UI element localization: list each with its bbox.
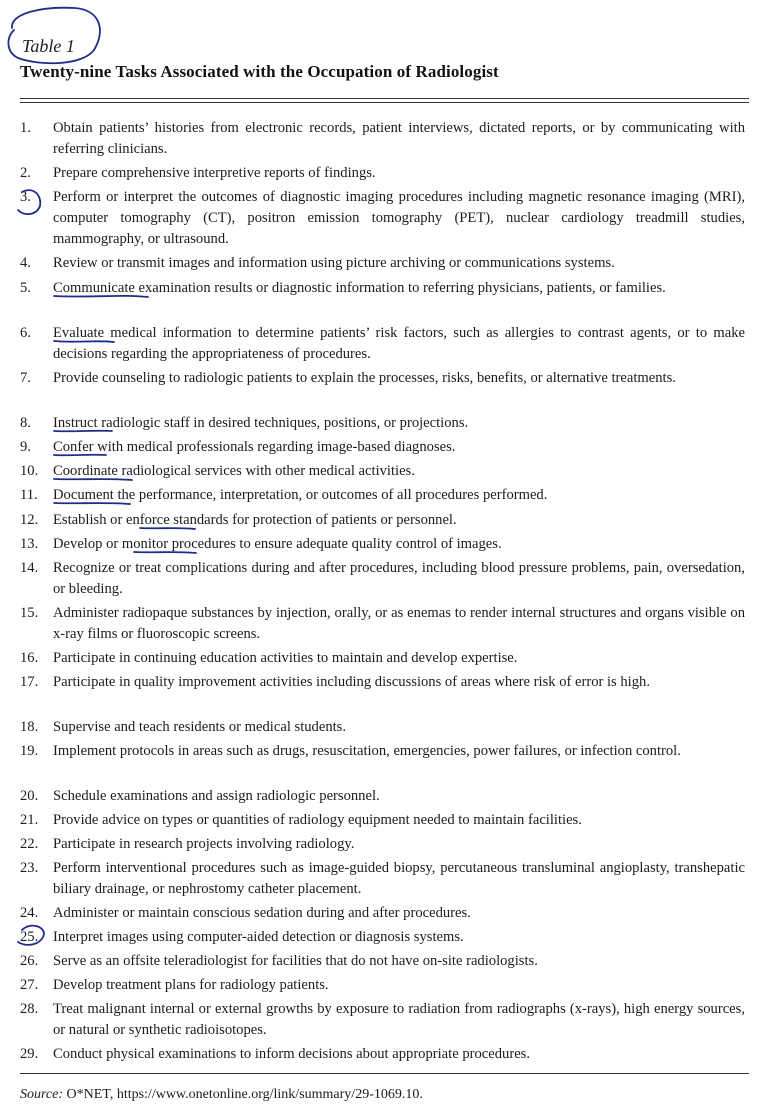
task-number: 21. xyxy=(20,812,39,828)
task-number: 6. xyxy=(20,325,31,341)
task-number: 11. xyxy=(20,487,38,503)
task-text: Provide counseling to radiologic patients to explain the processes, risks, benefits, or alternative treatments. xyxy=(53,370,676,386)
source-rule xyxy=(20,1073,749,1074)
task-number: 12. xyxy=(20,512,39,528)
task-number: 4. xyxy=(20,255,31,271)
task-number: 20. xyxy=(20,788,39,804)
task-number: 7. xyxy=(20,370,31,386)
task-number: 2. xyxy=(20,165,31,181)
task-number: 10. xyxy=(20,463,39,479)
source-label: Source: xyxy=(20,1087,64,1102)
task-text: Participate in research projects involving radiology. xyxy=(53,836,355,852)
task-text: Supervise and teach residents or medical students. xyxy=(53,719,347,735)
task-number: 14. xyxy=(20,560,39,576)
task-number: 28. xyxy=(20,1001,39,1017)
task-text: Develop or monitor procedures to ensure adequate quality control of images. xyxy=(53,536,502,552)
task-text: Review or transmit images and information using picture archiving or communications systems. xyxy=(53,255,615,271)
task-text: Develop treatment plans for radiology patients. xyxy=(53,977,329,993)
task-number: 29. xyxy=(20,1046,39,1062)
task-text: Schedule examinations and assign radiologic personnel. xyxy=(53,788,380,804)
task-text: Serve as an offsite teleradiologist for facilities that do not have on-site radiologists. xyxy=(53,953,538,969)
task-number: 24. xyxy=(20,905,39,921)
title-rule-bottom xyxy=(20,102,749,103)
task-text: Administer or maintain conscious sedation during and after procedures. xyxy=(53,905,471,921)
task-text: Communicate examination results or diagnostic information to referring physicians, patients, or families. xyxy=(53,280,666,296)
task-text: Participate in quality improvement activities including discussions of areas where risk of error is high. xyxy=(53,674,650,690)
task-number: 9. xyxy=(20,439,31,455)
task-number: 23. xyxy=(20,860,39,876)
task-number: 15. xyxy=(20,605,39,621)
task-text: Treat malignant internal or external growths by exposure to radiation from radiographs (x-rays), high energy sources, or natural or synthetic radioisotopes. xyxy=(53,1001,745,1038)
task-text: Perform or interpret the outcomes of diagnostic imaging procedures including magnetic resonance imaging (MRI), computer tomography (CT), positron emission tomography (PET), nuclear cardiology treadmill studies, mammography, or ultrasound. xyxy=(53,189,745,247)
task-text: Establish or enforce standards for protection of patients or personnel. xyxy=(53,512,457,528)
task-number: 16. xyxy=(20,650,39,666)
task-text: Coordinate radiological services with other medical activities. xyxy=(53,463,415,479)
task-number: 27. xyxy=(20,977,39,993)
task-number: 8. xyxy=(20,415,31,431)
table-label: Table 1 xyxy=(22,36,75,56)
task-text: Interpret images using computer-aided detection or diagnosis systems. xyxy=(53,929,464,945)
task-text: Recognize or treat complications during and after procedures, including blood pressure problems, pain, oversedation, or bleeding. xyxy=(53,560,745,597)
task-number: 13. xyxy=(20,536,39,552)
task-text: Conduct physical examinations to inform decisions about appropriate procedures. xyxy=(53,1046,531,1062)
source-text: O*NET, https://www.onetonline.org/link/summary/29-1069.10. xyxy=(66,1087,423,1102)
task-number: 26. xyxy=(20,953,39,969)
task-text: Implement protocols in areas such as drugs, resuscitation, emergencies, power failures, or infection control. xyxy=(53,743,681,759)
source-note xyxy=(20,1087,423,1103)
task-number: 17. xyxy=(20,674,39,690)
task-text: Instruct radiologic staff in desired techniques, positions, or projections. xyxy=(53,415,469,431)
task-number: 1. xyxy=(20,120,31,136)
task-number: 3. xyxy=(20,189,31,205)
task-text: Perform interventional procedures such as image-guided biopsy, percutaneous transluminal angioplasty, transhepatic biliary drainage, or nephrostomy catheter placement. xyxy=(53,860,745,897)
task-text: Participate in continuing education activities to maintain and develop expertise. xyxy=(53,650,518,666)
task-text: Evaluate medical information to determine patients’ risk factors, such as allergies to contrast agents, or to make decisions regarding the appropriateness of procedures. xyxy=(53,325,745,362)
task-text: Prepare comprehensive interpretive reports of findings. xyxy=(53,165,376,181)
task-number: 18. xyxy=(20,719,39,735)
table-title: Twenty-nine Tasks Associated with the Occupation of Radiologist xyxy=(20,62,499,81)
task-number: 25. xyxy=(20,929,39,945)
task-text: Confer with medical professionals regarding image-based diagnoses. xyxy=(53,439,456,455)
task-text: Administer radiopaque substances by injection, orally, or as enemas to render internal structures and organs visible on x-ray films or fluoroscopic screens. xyxy=(53,605,745,642)
title-rule-top xyxy=(20,98,749,99)
task-number: 19. xyxy=(20,743,39,759)
task-number: 22. xyxy=(20,836,39,852)
task-text: Obtain patients’ histories from electronic records, patient interviews, dictated reports, or by communicating with referring clinicians. xyxy=(53,120,745,157)
task-text: Document the performance, interpretation, or outcomes of all procedures performed. xyxy=(53,487,548,503)
task-text: Provide advice on types or quantities of radiology equipment needed to maintain facilities. xyxy=(53,812,582,828)
task-number: 5. xyxy=(20,280,31,296)
